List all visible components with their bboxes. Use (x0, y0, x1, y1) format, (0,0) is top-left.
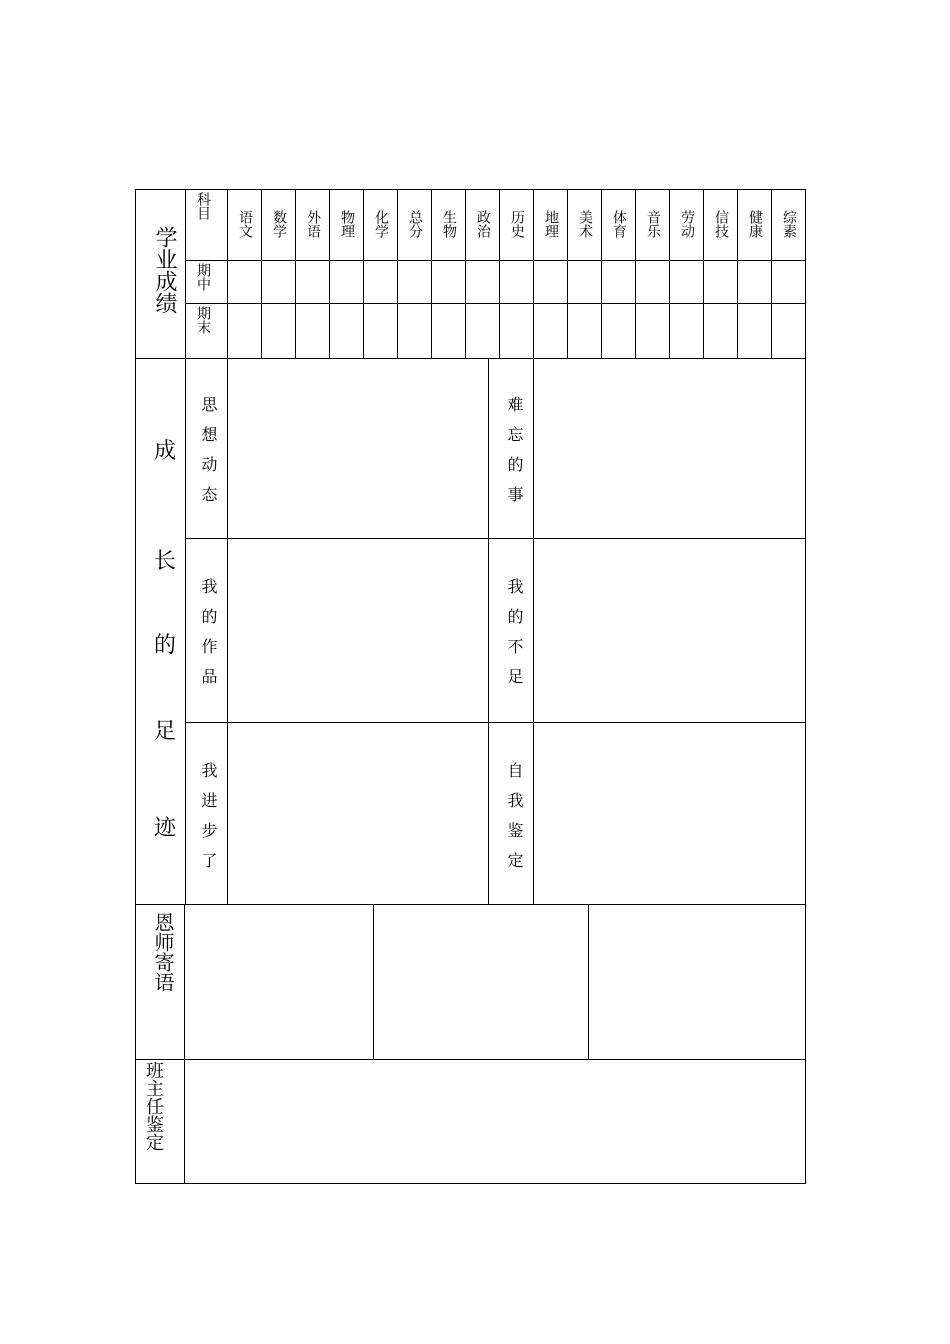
subject-header: 信技 (713, 210, 729, 238)
subject-header: 语文 (237, 210, 253, 238)
subject-header: 政治 (475, 210, 491, 238)
subject-header-label: 科目 (195, 192, 211, 220)
my-works-label: 我的作品 (199, 578, 218, 698)
section-divider (135, 1059, 806, 1060)
growth-char: 长 (154, 549, 177, 574)
report-form-table (135, 189, 806, 1184)
section-divider (135, 358, 806, 359)
row-divider (186, 303, 806, 304)
memorable-events-label: 难忘的事 (505, 396, 524, 516)
growth-char: 足 (154, 719, 177, 744)
my-progress-label: 我进步了 (199, 762, 218, 882)
subject-header: 体育 (611, 210, 627, 238)
col-divider (588, 904, 589, 1059)
subject-header: 综素 (781, 210, 797, 238)
subject-header: 历史 (509, 210, 525, 238)
academic-section-label: 学业成绩 (152, 226, 177, 314)
subject-header: 劳动 (679, 210, 695, 238)
col-divider (373, 904, 374, 1059)
final-row-label: 期末 (195, 306, 211, 334)
growth-char: 迹 (154, 816, 177, 841)
self-assessment-label: 自我鉴定 (505, 762, 524, 882)
subject-header: 外语 (305, 210, 321, 238)
col-divider (227, 189, 228, 904)
row-divider (186, 722, 806, 723)
subject-header: 音乐 (645, 210, 661, 238)
subject-header: 健康 (747, 210, 763, 238)
subject-header: 美术 (577, 210, 593, 238)
my-shortcomings-label: 我的不足 (505, 578, 524, 698)
row-divider (186, 538, 806, 539)
row-divider (186, 260, 806, 261)
col-divider (533, 358, 534, 904)
growth-char: 成 (154, 439, 177, 464)
growth-char: 的 (154, 633, 177, 658)
subject-header: 数学 (271, 210, 287, 238)
subject-header: 物理 (339, 210, 355, 238)
homeroom-evaluation-label: 班主任鉴定 (143, 1061, 164, 1151)
col-divider (488, 358, 489, 904)
section-divider (135, 904, 806, 905)
subject-header: 生物 (441, 210, 457, 238)
col-divider (184, 904, 185, 1184)
thoughts-label: 思想动态 (199, 396, 218, 516)
subject-header: 总分 (407, 210, 423, 238)
subject-header: 化学 (373, 210, 389, 238)
subject-header: 地理 (543, 210, 559, 238)
teacher-message-label: 恩师寄语 (151, 912, 175, 992)
midterm-row-label: 期中 (195, 263, 211, 291)
col-divider (185, 189, 186, 904)
